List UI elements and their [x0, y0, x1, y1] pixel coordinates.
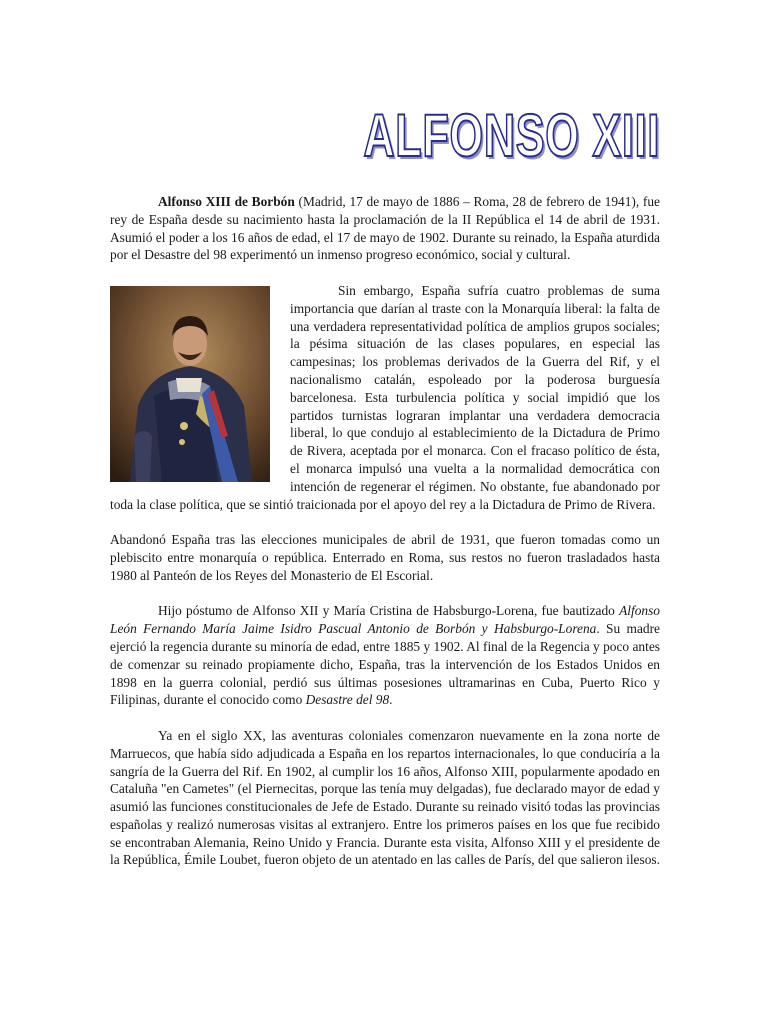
paragraph-intro — [110, 193, 660, 264]
paragraph-reign-text: Ya en el siglo XX, las aventuras coloniales comenzaron nuevamente en la zona norte de Marruecos, que había sido adjudicada a España en los repartos internacionales, lo que conduciría a la sangría de la Guerra del Rif. En 1902, al cumplir los 16 años, Alfonso XIII, popularmente apodado en Cataluña "en Cametes" (el Piernecitas, porque las tenía muy delgadas), fue declarado mayor de edad y asumió las funciones constitucionales de Jefe de Estado. Durante su reinado visitó todas las provincias españolas y realizó numerosas visitas al extranjero. Entre los primeros países en los que fue recibido se encontraban Alemania, Reino Unido y Francia. Durante esta visita, Alfonso XIII y el presidente de la República, Émile Loubet, fueron objeto de un atentado en las calles de París, del que salieron ilesos. — [110, 727, 660, 868]
document-body — [110, 193, 660, 887]
portrait-illustration — [110, 286, 270, 482]
paragraph-birth-text-a: Hijo póstumo de Alfonso XII y María Cristina de Habsburgo-Lorena, fue bautizado — [158, 603, 620, 619]
desastre-del-98: Desastre del 98 — [305, 692, 390, 708]
paragraph-exile — [110, 531, 660, 584]
paragraph-birth-text-b: . Su madre ejerció la regencia durante su minoría de edad, entre 1885 y 1902. Al final de la Regencia y poco antes de comenzar su reinado propiamente dicho, España, tras la intervención de los Estados Unidos en 1898 en la guerra colonial, perdió sus últimas posesiones ultramarinas en Cuba, Puerto Rico y Filipinas, durante el conocido como — [110, 621, 660, 708]
full-baptismal-name: Alfonso León Fernando María Jaime Isidro Pascual Antonio de Borbón y Habsburgo-Lorena — [110, 603, 660, 637]
portrait-image — [110, 286, 270, 482]
page-title: ALFONSO XIII — [363, 102, 660, 169]
paragraph-birth-text-c: . — [389, 692, 393, 708]
subject-name: Alfonso XIII de Borbón — [158, 194, 295, 209]
paragraph-reign — [110, 727, 660, 869]
paragraph-birth — [110, 602, 660, 709]
paragraph-exile-text: Abandonó España tras las elecciones municipales de abril de 1931, que fueron tomadas como un plebiscito entre monarquía o república. Enterrado en Roma, sus restos no fueron trasladados hasta 1980 al Panteón de los Reyes del Monasterio de El Escorial. — [110, 532, 660, 583]
paragraph-intro-text: (Madrid, 17 de mayo de 1886 – Roma, 28 de febrero de 1941), fue rey de España desde su nacimiento hasta la proclamación de la II República el 14 de abril de 1931. Asumió el poder a los 16 años de edad, el 17 de mayo de 1902. Durante su reinado, la España aturdida por el Desastre del 98 experimentó un inmenso progreso económico, social y cultural. — [110, 194, 660, 263]
document-page — [110, 0, 660, 1024]
paragraph-problems-text: Sin embargo, España sufría cuatro problemas de suma importancia que darían al traste con la Monarquía liberal: la falta de una verdadera representatividad política de amplios grupos sociales; la pésima situación de las clases populares, en especial las campesinas; los problemas derivados de la Guerra del Rif, y el nacionalismo catalán, espoleado por la poderosa burguesía barcelonesa. Esta turbulencia política y social impidió que los partidos turnistas lograran implantar una verdadera democracia liberal, lo que condujo al establecimiento de la Dictadura de Primo de Rivera, aceptada por el monarca. Con el fracaso político de ésta, el monarca impulsó una vuelta a la normalidad democrática con intención de regenerar el régimen. No obstante, fue abandonado por toda la clase política, que se sintió traicionada por el apoyo del rey a la Dictadura de Primo de Rivera. — [110, 282, 660, 512]
